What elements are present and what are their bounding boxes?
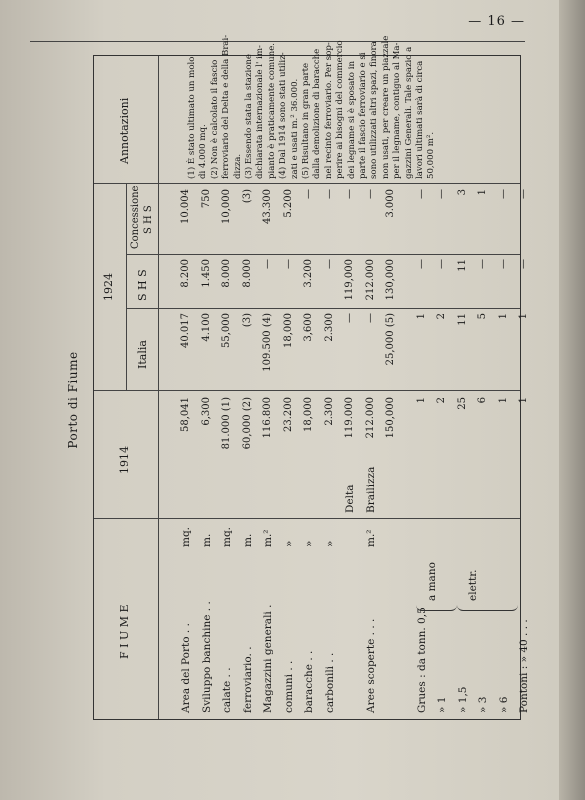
annotation-line: dalla demolizione di baracche <box>312 48 323 179</box>
cell-concessione: — <box>303 189 314 199</box>
cell-1914: 1 <box>497 397 509 404</box>
annotation-line: (1) È stato ultimato un molo <box>187 56 197 179</box>
cell-italia: 40.017 <box>180 313 191 348</box>
row-label: comuni . . <box>282 660 295 713</box>
cell-shs: 1.450 <box>200 259 212 288</box>
cell-italia: (3) <box>241 313 253 328</box>
annotation-line: (4) Dal 1914 sono stati utiliz- <box>278 52 289 179</box>
cell-italia: 1 <box>518 313 529 320</box>
cell-concessione: — <box>323 189 335 199</box>
page-title: Porto di Fiume <box>66 351 80 449</box>
group-brace <box>457 604 519 611</box>
cell-concessione: 10.004 <box>180 189 191 224</box>
cell-concessione: 43.300 <box>262 189 273 224</box>
header-annotazioni: Annotazioni <box>118 97 131 164</box>
row-label: carbonili . . <box>323 652 336 713</box>
row-unit: m.² <box>262 529 274 547</box>
cell-italia: 2 <box>436 313 447 320</box>
cell-1914: 150,000 <box>385 397 396 439</box>
header-rule <box>30 41 525 42</box>
row-unit: » <box>303 540 315 547</box>
annotation-line: pianto è praticamente comune. <box>266 42 277 179</box>
row-label: Sviluppo banchine . . <box>200 601 213 713</box>
row-label: » 1,5 <box>456 686 469 713</box>
row-group: a mano <box>425 562 438 601</box>
port-statistics-table <box>93 34 530 720</box>
cell-shs: — <box>436 259 447 269</box>
row-sub: Brailizza <box>364 466 377 513</box>
row-label: Grues : da tonn. 0,5 <box>415 607 428 713</box>
header-divider <box>158 56 159 719</box>
row-label: Aree scoperte . . . <box>364 618 377 713</box>
cell-1914: 116.800 <box>262 397 273 439</box>
header-fiume: F I U M E <box>118 604 131 659</box>
cell-shs: 130,000 <box>385 259 396 301</box>
row-label: baracche . . <box>303 650 315 713</box>
annotation-line: 50,000 m². <box>426 131 437 179</box>
annotation-line: di 4.000 mq. <box>198 124 209 179</box>
cell-italia: 18,000 <box>282 313 294 348</box>
annotation-line: per il legname, contiguo al Ma- <box>392 42 403 179</box>
cell-shs: — <box>262 259 273 269</box>
cell-concessione: 1 <box>477 189 488 196</box>
cell-1914: 25 <box>456 397 468 410</box>
cell-shs: — <box>477 259 488 269</box>
row-unit: mq. <box>221 526 233 547</box>
cell-shs: 3.200 <box>303 259 314 288</box>
annotation-line: nel recinto ferroviario. Per sop- <box>323 42 334 179</box>
cell-italia: 55,000 <box>221 313 232 348</box>
cell-shs: — <box>323 259 335 269</box>
col-line <box>126 308 520 309</box>
cell-concessione: — <box>518 189 529 199</box>
header-italia: Italia <box>136 340 149 369</box>
page-edge-shadow <box>559 0 585 800</box>
row-label: » 1 <box>436 696 448 713</box>
header-shs: S H S <box>136 269 149 301</box>
cell-1914: 2 <box>436 397 447 404</box>
cell-italia: 2.300 <box>323 313 335 342</box>
row-unit: m. <box>200 533 213 547</box>
cell-1914: 2.300 <box>323 397 335 426</box>
annotation-line: non usati, per creare un piazzale <box>380 35 391 179</box>
row-label: Pontoni : » 40 . . . <box>518 619 530 713</box>
row-sub: Delta <box>344 484 356 513</box>
cell-shs: 8.000 <box>241 259 253 288</box>
cell-concessione: — <box>497 189 509 199</box>
header-concessione: Concessione <box>130 185 141 249</box>
cell-concessione: — <box>415 189 427 199</box>
cell-1914: 23.200 <box>282 397 294 432</box>
year-divider <box>126 184 127 391</box>
cell-italia: 1 <box>415 313 427 320</box>
row-label: Magazzini generali . <box>262 604 274 713</box>
annotation-line: dichiarata internazionale l' im- <box>255 45 266 179</box>
row-unit: m. <box>241 533 254 547</box>
annotation-line: (2) Non è calcolato il fascio <box>209 59 220 179</box>
header-concessione-shs: S H S <box>143 205 154 234</box>
cell-concessione: 10,000 <box>221 189 232 224</box>
cell-shs: — <box>415 259 427 269</box>
row-unit: » <box>323 540 336 547</box>
cell-1914: 212.000 <box>364 397 376 439</box>
annotation-line: (5) Risultano in gran parte <box>301 62 311 179</box>
row-label: » 3 <box>477 696 489 713</box>
cell-concessione: 750 <box>200 189 212 209</box>
cell-shs: 119,000 <box>344 259 355 301</box>
cell-1914: 6,300 <box>200 397 212 426</box>
cell-1914: 60,000 (2) <box>241 397 253 450</box>
row-group: elettr. <box>466 569 479 601</box>
cell-italia: 1 <box>497 313 509 320</box>
annotation-line: parte il fascio ferroviario e si <box>358 52 368 179</box>
row-label: » 6 <box>497 696 510 713</box>
cell-1914: 1 <box>415 397 427 404</box>
cell-concessione: — <box>436 189 447 199</box>
row-unit: m.² <box>364 529 377 547</box>
cell-italia: 5 <box>477 313 488 320</box>
col-line <box>94 518 520 519</box>
annotation-line: ferroviario del Delta e della Brai- <box>221 34 232 179</box>
annotation-line: lavori ultimati sarà di circa <box>415 60 425 179</box>
cell-1914: 18,000 <box>303 397 314 432</box>
annotation-line: perire ai bisogni del commercio <box>335 40 346 179</box>
row-label: Area del Porto . . <box>180 623 192 713</box>
cell-italia: 109.500 (4) <box>262 313 273 372</box>
cell-italia: — <box>364 313 376 323</box>
col-line <box>94 183 520 184</box>
annotation-line: (3) Essendo stata la stazione <box>244 54 254 179</box>
cell-1914: 119.000 <box>344 397 355 439</box>
cell-shs: 212.000 <box>364 259 376 301</box>
cell-italia: 3,600 <box>303 313 314 342</box>
cell-shs: — <box>282 259 294 269</box>
annotation-line: dei legname si è sposato in <box>346 61 357 179</box>
cell-concessione: — <box>344 189 355 199</box>
cell-italia: — <box>344 313 355 323</box>
annotation-line: zati e usati m.² 36.000. <box>289 78 300 179</box>
page-number: — 16 — <box>468 14 525 29</box>
cell-1914: 6 <box>477 397 488 404</box>
annotation-line: sono utilizzati altri spazi, finora <box>369 41 380 179</box>
cell-concessione: 5.200 <box>282 189 294 218</box>
annotation-line: gazzini Generali. Tale spazio a <box>403 46 414 179</box>
cell-concessione: (3) <box>241 189 253 204</box>
cell-1914: 58,041 <box>180 397 191 432</box>
col-line <box>126 254 520 255</box>
cell-shs: 8.000 <box>221 259 232 288</box>
cell-italia: 4.100 <box>200 313 212 342</box>
cell-italia: 25,000 (5) <box>385 313 396 366</box>
annotation-line: dizza. <box>232 153 243 179</box>
group-brace <box>416 604 457 611</box>
cell-shs: — <box>518 259 529 269</box>
cell-italia: 11 <box>456 313 468 326</box>
row-unit: mq. <box>180 526 192 547</box>
cell-1914: 1 <box>518 397 529 404</box>
row-unit: » <box>282 540 295 547</box>
cell-shs: 8.200 <box>180 259 191 288</box>
cell-concessione: 3 <box>456 189 468 196</box>
row-label: ferroviario. . <box>241 646 254 713</box>
cell-shs: — <box>497 259 509 269</box>
row-label: calate . . <box>221 667 233 713</box>
cell-concessione: 3.000 <box>385 189 396 218</box>
cell-shs: 11 <box>456 259 468 272</box>
cell-concessione: — <box>364 189 376 199</box>
col-line <box>94 390 520 391</box>
header-1914: 1914 <box>118 446 131 474</box>
cell-1914: 81.000 (1) <box>221 397 232 450</box>
header-1924: 1924 <box>102 273 115 301</box>
